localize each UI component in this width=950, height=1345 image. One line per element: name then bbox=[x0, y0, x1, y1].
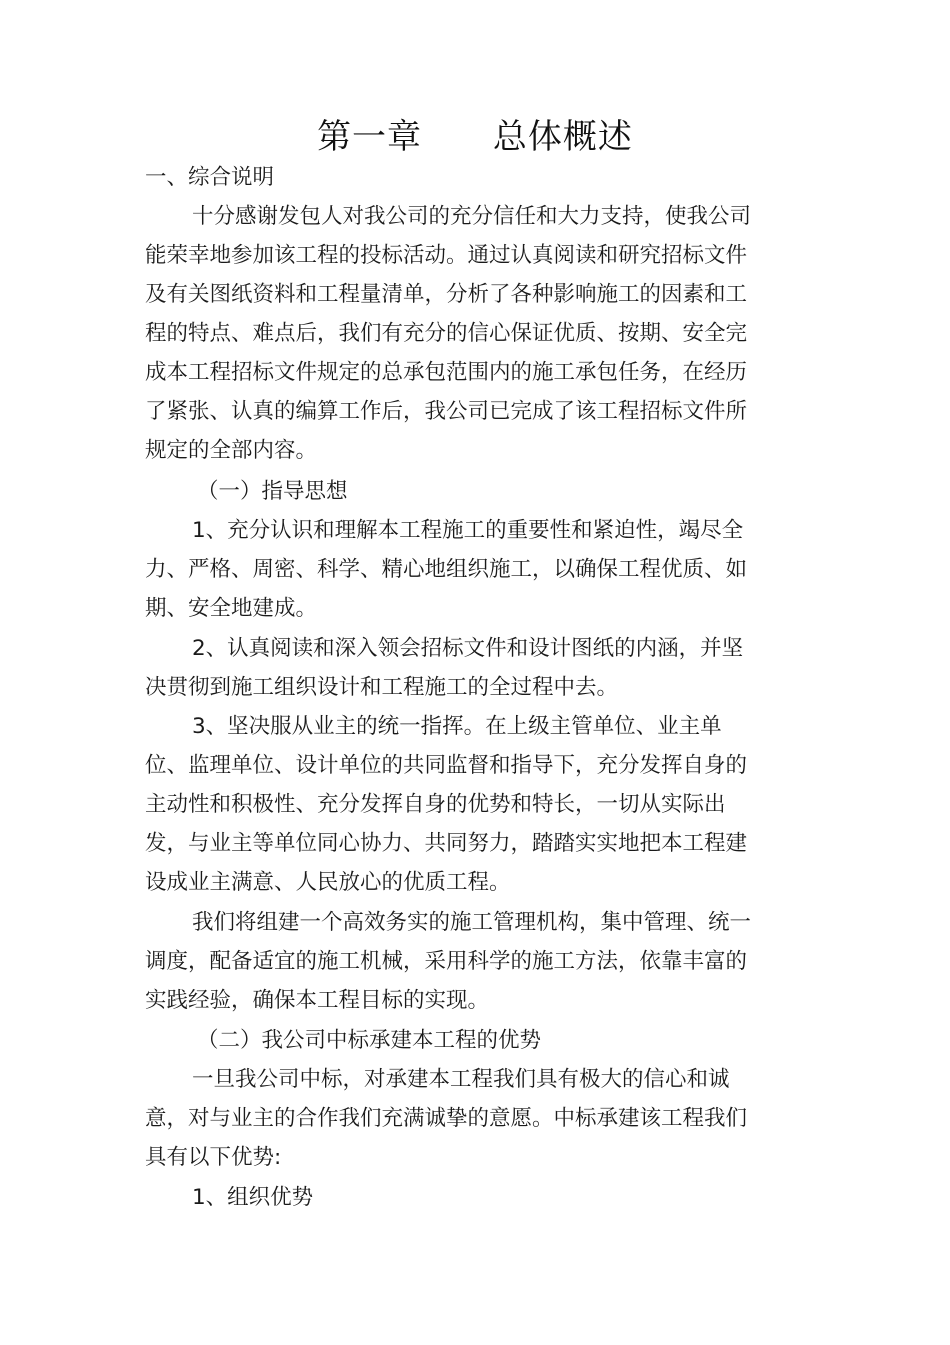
subsection-heading: （一）指导思想 bbox=[197, 479, 348, 504]
paragraph-line: 规定的全部内容。 bbox=[145, 438, 318, 463]
section-heading: 一、综合说明 bbox=[145, 165, 275, 190]
paragraph-line: 主动性和积极性、充分发挥自身的优势和特长，一切从实际出 bbox=[145, 792, 726, 817]
paragraph-line: 位、监理单位、设计单位的共同监督和指导下，充分发挥自身的 bbox=[145, 753, 748, 778]
paragraph-line: 调度，配备适宜的施工机械，采用科学的施工方法，依靠丰富的 bbox=[145, 949, 748, 974]
paragraph-line: 意，对与业主的合作我们充满诚挚的意愿。中标承建该工程我们 bbox=[145, 1106, 748, 1131]
paragraph-line: 决贯彻到施工组织设计和工程施工的全过程中去。 bbox=[145, 675, 619, 700]
paragraph-line: 3、坚决服从业主的统一指挥。在上级主管单位、业主单 bbox=[192, 714, 722, 739]
paragraph-line: 1、充分认识和理解本工程施工的重要性和紧迫性，竭尽全 bbox=[192, 518, 744, 543]
paragraph-line: 设成业主满意、人民放心的优质工程。 bbox=[145, 870, 511, 895]
paragraph-line: 程的特点、难点后，我们有充分的信心保证优质、按期、安全完 bbox=[145, 321, 748, 346]
paragraph-line: 2、认真阅读和深入领会招标文件和设计图纸的内涵，并坚 bbox=[192, 636, 744, 661]
paragraph-line: 能荣幸地参加该工程的投标活动。通过认真阅读和研究招标文件 bbox=[145, 243, 748, 268]
paragraph-line: 了紧张、认真的编算工作后，我公司已完成了该工程招标文件所 bbox=[145, 399, 748, 424]
paragraph-line: 期、安全地建成。 bbox=[145, 596, 318, 621]
paragraph-line: 我们将组建一个高效务实的施工管理机构，集中管理、统一 bbox=[192, 910, 752, 935]
paragraph-line: 一旦我公司中标，对承建本工程我们具有极大的信心和诚 bbox=[192, 1067, 730, 1092]
list-item: 1、组织优势 bbox=[192, 1185, 314, 1210]
paragraph-line: 成本工程招标文件规定的总承包范围内的施工承包任务，在经历 bbox=[145, 360, 748, 385]
paragraph-line: 及有关图纸资料和工程量清单，分析了各种影响施工的因素和工 bbox=[145, 282, 748, 307]
paragraph-line: 十分感谢发包人对我公司的充分信任和大力支持，使我公司 bbox=[192, 204, 752, 229]
paragraph-line: 发，与业主等单位同心协力、共同努力，踏踏实实地把本工程建 bbox=[145, 831, 748, 856]
subsection-heading: （二）我公司中标承建本工程的优势 bbox=[197, 1028, 542, 1053]
paragraph-line: 具有以下优势: bbox=[145, 1145, 282, 1170]
paragraph-line: 力、严格、周密、科学、精心地组织施工，以确保工程优质、如 bbox=[145, 557, 748, 582]
paragraph-line: 实践经验，确保本工程目标的实现。 bbox=[145, 988, 490, 1013]
chapter-title: 第一章 总体概述 bbox=[317, 117, 633, 157]
